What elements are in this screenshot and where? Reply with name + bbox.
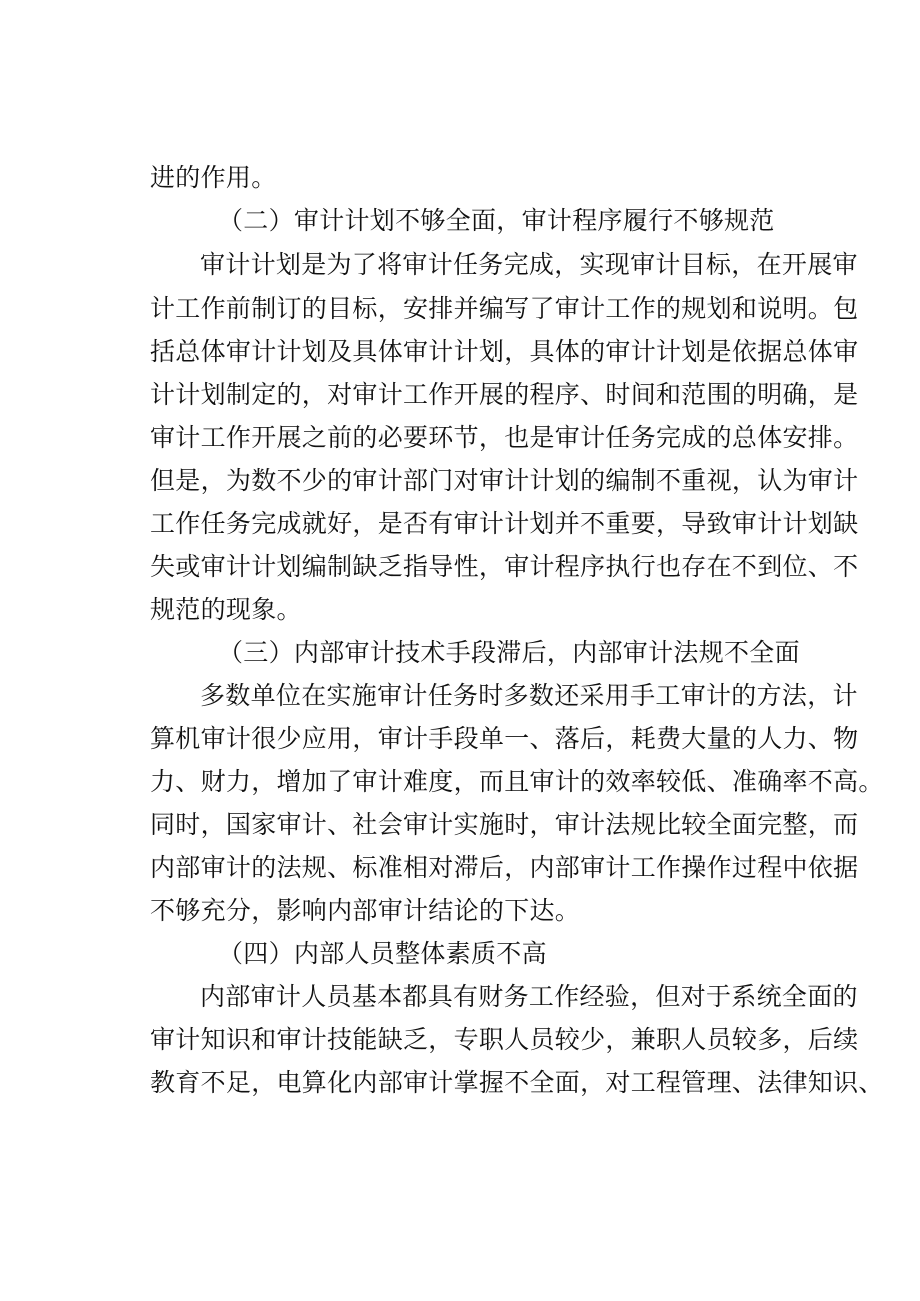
text-line — [0, 588, 920, 632]
text-line — [0, 330, 920, 374]
text-line — [0, 1018, 920, 1062]
text-line — [0, 373, 920, 417]
heading-text: （三）内部审计技术手段滞后，内部审计法规不全面 — [218, 638, 800, 667]
text-line — [0, 156, 920, 200]
paragraph-start — [0, 243, 920, 287]
line-text: 计工作前制订的目标，安排并编写了审计工作的规划和说明。包 — [150, 294, 859, 323]
line-text: 但是，为数不少的审计部门对审计计划的编制不重视，认为审计 — [150, 466, 859, 495]
line-text: 失或审计计划编制缺乏指导性，审计程序执行也存在不到位、不 — [150, 552, 859, 581]
text-line — [0, 459, 920, 503]
line-text: 计计划制定的，对审计工作开展的程序、时间和范围的明确，是 — [150, 380, 859, 409]
line-text: 审计知识和审计技能缺乏，专职人员较少，兼职人员较多，后续 — [150, 1025, 859, 1054]
line-text: 工作任务完成就好，是否有审计计划并不重要，导致审计计划缺 — [150, 509, 859, 538]
line-text: 内部审计的法规、标准相对滞后，内部审计工作操作过程中依据 — [150, 853, 859, 882]
text-line — [0, 717, 920, 761]
text-line — [0, 502, 920, 546]
line-text: 审计工作开展之前的必要环节，也是审计任务完成的总体安排。 — [150, 423, 859, 452]
line-text: 规范的现象。 — [150, 595, 302, 624]
text-line — [0, 287, 920, 331]
line-text: 同时，国家审计、社会审计实施时，审计法规比较全面完整，而 — [150, 810, 859, 839]
line-text: 进的作用。 — [150, 163, 277, 192]
text-line — [0, 545, 920, 589]
heading-text: （四）内部人员整体素质不高 — [218, 939, 547, 968]
text-line — [0, 760, 920, 804]
heading-text: （二）审计计划不够全面，审计程序履行不够规范 — [218, 206, 775, 235]
line-text: 不够充分，影响内部审计结论的下达。 — [150, 896, 581, 925]
section-heading-4 — [0, 932, 920, 976]
text-line — [0, 803, 920, 847]
section-heading-2 — [0, 199, 920, 243]
line-text: 力、财力，增加了审计难度，而且审计的效率较低、准确率不高。 — [150, 767, 884, 796]
text-line — [0, 1061, 920, 1105]
paragraph-start — [0, 674, 920, 718]
line-text: 教育不足，电算化内部审计掌握不全面，对工程管理、法律知识、 — [150, 1068, 884, 1097]
line-text: 审计计划是为了将审计任务完成，实现审计目标，在开展审 — [200, 250, 858, 279]
line-text: 内部审计人员基本都具有财务工作经验，但对于系统全面的 — [200, 982, 858, 1011]
line-text: 多数单位在实施审计任务时多数还采用手工审计的方法，计 — [200, 681, 858, 710]
section-heading-3 — [0, 631, 920, 675]
text-line — [0, 416, 920, 460]
text-line — [0, 846, 920, 890]
line-text: 括总体审计计划及具体审计计划，具体的审计计划是依据总体审 — [150, 337, 859, 366]
paragraph-start — [0, 975, 920, 1019]
line-text: 算机审计很少应用，审计手段单一、落后，耗费大量的人力、物 — [150, 724, 859, 753]
text-line — [0, 889, 920, 933]
